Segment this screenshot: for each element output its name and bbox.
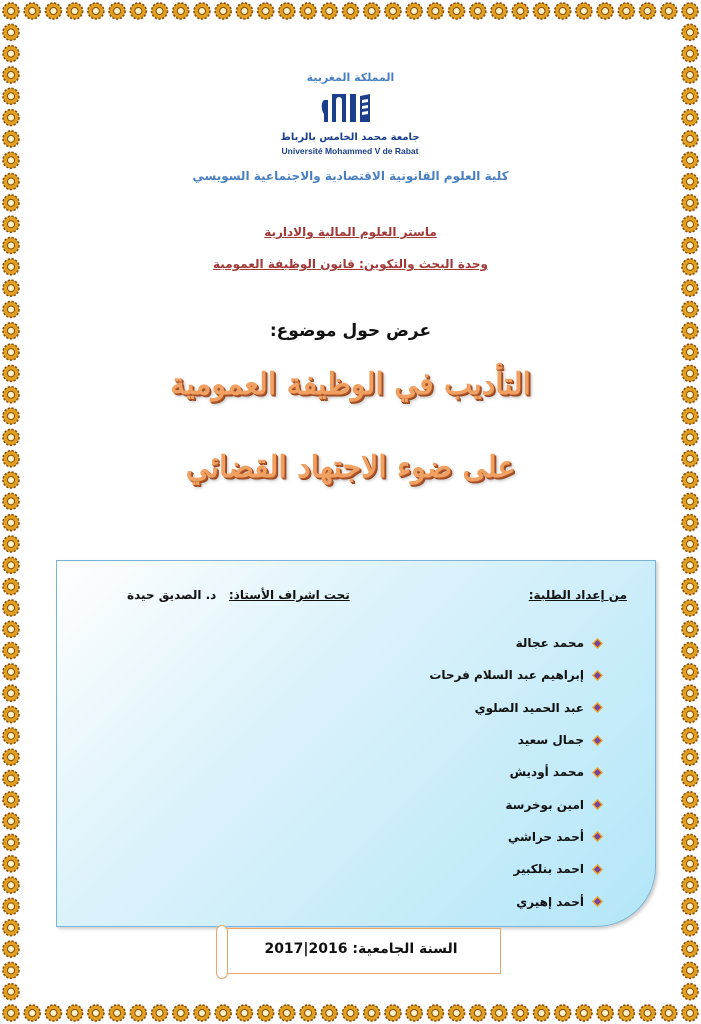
diamond-bullet-icon bbox=[592, 799, 603, 810]
sun-ornament-icon bbox=[3, 344, 19, 360]
sun-ornament-icon bbox=[3, 152, 19, 168]
sun-ornament-icon bbox=[682, 131, 698, 147]
sun-ornament-icon bbox=[3, 557, 19, 573]
university-arabic-name: جامعة محمد الخامس بالرباط bbox=[280, 132, 420, 143]
sun-ornament-icon bbox=[682, 749, 698, 765]
sun-ornament-icon bbox=[385, 3, 401, 19]
student-item bbox=[429, 788, 603, 820]
sun-ornament-icon bbox=[512, 3, 528, 19]
sun-ornament-icon bbox=[343, 1005, 359, 1021]
sun-ornament-icon bbox=[682, 301, 698, 317]
student-item bbox=[429, 821, 603, 853]
diamond-bullet-icon bbox=[592, 735, 603, 746]
sun-ornament-icon bbox=[682, 770, 698, 786]
sun-ornament-icon bbox=[3, 408, 19, 424]
student-name: أحمد حراشي bbox=[507, 829, 584, 844]
title-line-1: التأديب في الوظيفة العمومية bbox=[170, 367, 531, 402]
sun-ornament-icon bbox=[3, 515, 19, 531]
sun-ornament-icon bbox=[385, 1005, 401, 1021]
sun-ornament-icon bbox=[3, 643, 19, 659]
sun-ornament-icon bbox=[3, 834, 19, 850]
sun-ornament-icon bbox=[555, 1005, 571, 1021]
sun-ornament-icon bbox=[3, 792, 19, 808]
academic-year: السنة الجامعية: 2016|2017 bbox=[264, 941, 458, 957]
sun-ornament-icon bbox=[682, 238, 698, 254]
sun-ornament-icon bbox=[215, 1005, 231, 1021]
kingdom-header: المملكة المغربية bbox=[306, 71, 395, 84]
student-item bbox=[429, 724, 603, 756]
sun-ornament-icon bbox=[682, 920, 698, 936]
sun-ornament-icon bbox=[3, 749, 19, 765]
authors-panel bbox=[56, 560, 656, 927]
sun-ornament-icon bbox=[682, 685, 698, 701]
sun-ornament-icon bbox=[576, 1005, 592, 1021]
presentation-label: عرض حول موضوع: bbox=[269, 321, 432, 341]
sun-ornament-icon bbox=[682, 664, 698, 680]
sun-ornament-icon bbox=[427, 1005, 443, 1021]
sun-ornament-icon bbox=[682, 707, 698, 723]
student-item bbox=[429, 885, 603, 917]
sun-ornament-icon bbox=[682, 515, 698, 531]
sun-ornament-icon bbox=[321, 1005, 337, 1021]
sun-ornament-icon bbox=[173, 3, 189, 19]
sun-ornament-icon bbox=[682, 898, 698, 914]
sun-ornament-icon bbox=[682, 88, 698, 104]
university-french-name: Université Mohammed V de Rabat bbox=[281, 146, 419, 156]
sun-ornament-icon bbox=[258, 1005, 274, 1021]
sun-ornament-icon bbox=[343, 3, 359, 19]
sun-ornament-icon bbox=[215, 3, 231, 19]
sun-ornament-icon bbox=[3, 600, 19, 616]
sun-ornament-icon bbox=[3, 579, 19, 595]
sun-ornament-icon bbox=[597, 1005, 613, 1021]
sun-ornament-icon bbox=[236, 1005, 252, 1021]
sun-ornament-icon bbox=[3, 3, 19, 19]
students-heading: من إعداد الطلبة: bbox=[528, 588, 627, 602]
sun-ornament-icon bbox=[45, 3, 61, 19]
sun-ornament-icon bbox=[3, 88, 19, 104]
sun-ornament-icon bbox=[682, 195, 698, 211]
sun-ornament-icon bbox=[3, 46, 19, 62]
sun-ornament-icon bbox=[300, 3, 316, 19]
student-name: عبد الحميد الصلوي bbox=[474, 700, 584, 715]
sun-ornament-icon bbox=[682, 984, 698, 1000]
sun-ornament-icon bbox=[173, 1005, 189, 1021]
sun-ornament-icon bbox=[682, 579, 698, 595]
student-item bbox=[429, 627, 603, 659]
student-name: محمد عجالة bbox=[515, 636, 584, 651]
sun-ornament-icon bbox=[67, 1005, 83, 1021]
diamond-bullet-icon bbox=[592, 702, 603, 713]
sun-ornament-icon bbox=[152, 3, 168, 19]
diamond-bullet-icon bbox=[592, 638, 603, 649]
sun-ornament-icon bbox=[449, 1005, 465, 1021]
student-item bbox=[429, 659, 603, 691]
sun-ornament-icon bbox=[661, 1005, 677, 1021]
sun-ornament-icon bbox=[279, 1005, 295, 1021]
sun-ornament-icon bbox=[682, 962, 698, 978]
university-logo bbox=[280, 92, 420, 162]
sun-ornament-icon bbox=[321, 3, 337, 19]
sun-ornament-icon bbox=[3, 707, 19, 723]
sun-ornament-icon bbox=[512, 1005, 528, 1021]
sun-ornament-icon bbox=[3, 664, 19, 680]
sun-ornament-icon bbox=[682, 24, 698, 40]
sun-ornament-icon bbox=[470, 3, 486, 19]
sun-ornament-icon bbox=[300, 1005, 316, 1021]
sun-ornament-icon bbox=[682, 792, 698, 808]
student-name: إبراهيم عبد السلام فرحات bbox=[429, 668, 584, 683]
sun-ornament-icon bbox=[3, 24, 19, 40]
student-list bbox=[429, 627, 603, 918]
sun-ornament-icon bbox=[682, 280, 698, 296]
sun-ornament-icon bbox=[3, 301, 19, 317]
sun-ornament-icon bbox=[194, 1005, 210, 1021]
diamond-bullet-icon bbox=[592, 670, 603, 681]
sun-ornament-icon bbox=[364, 1005, 380, 1021]
sun-ornament-icon bbox=[130, 3, 146, 19]
sun-ornament-icon bbox=[661, 3, 677, 19]
sun-ornament-icon bbox=[3, 728, 19, 744]
sun-ornament-icon bbox=[682, 621, 698, 637]
sun-ornament-icon bbox=[682, 46, 698, 62]
sun-ornament-icon bbox=[555, 3, 571, 19]
sun-ornament-icon bbox=[88, 3, 104, 19]
research-unit: وحدة البحث والتكوين: قانون الوظيفة العمومية bbox=[213, 257, 488, 271]
student-name: أحمد إهيري bbox=[516, 894, 584, 909]
sun-ornament-icon bbox=[682, 600, 698, 616]
sun-ornament-icon bbox=[491, 1005, 507, 1021]
sun-ornament-icon bbox=[682, 813, 698, 829]
sun-ornament-icon bbox=[682, 941, 698, 957]
sun-ornament-icon bbox=[533, 3, 549, 19]
sun-ornament-icon bbox=[682, 834, 698, 850]
supervisor-name: د. الصديق حيدة bbox=[127, 588, 217, 602]
sun-ornament-icon bbox=[682, 728, 698, 744]
sun-ornament-icon bbox=[130, 1005, 146, 1021]
sun-ornament-icon bbox=[682, 3, 698, 19]
student-item bbox=[429, 756, 603, 788]
sun-ornament-icon bbox=[406, 1005, 422, 1021]
sun-ornament-icon bbox=[682, 877, 698, 893]
sun-ornament-icon bbox=[3, 280, 19, 296]
sun-ornament-icon bbox=[682, 856, 698, 872]
sun-ornament-icon bbox=[618, 1005, 634, 1021]
sun-ornament-icon bbox=[236, 3, 252, 19]
sun-ornament-icon bbox=[3, 621, 19, 637]
sun-ornament-icon bbox=[682, 408, 698, 424]
sun-ornament-icon bbox=[427, 3, 443, 19]
sun-ornament-icon bbox=[45, 1005, 61, 1021]
sun-ornament-icon bbox=[3, 770, 19, 786]
sun-ornament-icon bbox=[88, 1005, 104, 1021]
sun-ornament-icon bbox=[258, 3, 274, 19]
sun-ornament-icon bbox=[576, 3, 592, 19]
title-line-2: على ضوء الاجتهاد القضائي bbox=[185, 450, 516, 485]
faculty-name: كلية العلوم القانونية الاقتصادية والاجتماعية السويسي bbox=[192, 169, 509, 183]
diamond-bullet-icon bbox=[592, 864, 603, 875]
sun-ornament-icon bbox=[3, 685, 19, 701]
sun-ornament-icon bbox=[640, 3, 656, 19]
sun-ornament-icon bbox=[3, 984, 19, 1000]
sun-ornament-icon bbox=[618, 3, 634, 19]
student-name: احمد بنلكبير bbox=[513, 862, 584, 877]
sun-ornament-icon bbox=[279, 3, 295, 19]
student-item bbox=[429, 853, 603, 885]
sun-ornament-icon bbox=[682, 429, 698, 445]
sun-ornament-icon bbox=[533, 1005, 549, 1021]
sun-ornament-icon bbox=[682, 344, 698, 360]
sun-ornament-icon bbox=[364, 3, 380, 19]
supervisor bbox=[127, 588, 350, 602]
sun-ornament-icon bbox=[3, 429, 19, 445]
sun-ornament-icon bbox=[3, 962, 19, 978]
sun-ornament-icon bbox=[491, 3, 507, 19]
sun-ornament-icon bbox=[682, 110, 698, 126]
sun-ornament-icon bbox=[3, 813, 19, 829]
sun-ornament-icon bbox=[24, 3, 40, 19]
sun-ornament-icon bbox=[682, 493, 698, 509]
sun-ornament-icon bbox=[24, 1005, 40, 1021]
sun-ornament-icon bbox=[3, 131, 19, 147]
sun-ornament-icon bbox=[194, 3, 210, 19]
sun-ornament-icon bbox=[152, 1005, 168, 1021]
sun-ornament-icon bbox=[3, 536, 19, 552]
sun-ornament-icon bbox=[449, 3, 465, 19]
sun-ornament-icon bbox=[109, 1005, 125, 1021]
sun-ornament-icon bbox=[640, 1005, 656, 1021]
sun-ornament-icon bbox=[682, 643, 698, 659]
sun-ornament-icon bbox=[3, 898, 19, 914]
student-name: جمال سعيد bbox=[517, 733, 584, 748]
student-name: امين بوخرسة bbox=[505, 797, 584, 812]
sun-ornament-icon bbox=[3, 110, 19, 126]
sun-ornament-icon bbox=[67, 3, 83, 19]
sun-ornament-icon bbox=[470, 1005, 486, 1021]
sun-ornament-icon bbox=[3, 877, 19, 893]
sun-ornament-icon bbox=[3, 238, 19, 254]
sun-ornament-icon bbox=[406, 3, 422, 19]
sun-ornament-icon bbox=[109, 3, 125, 19]
student-item bbox=[429, 692, 603, 724]
sun-ornament-icon bbox=[3, 941, 19, 957]
sun-ornament-icon bbox=[3, 195, 19, 211]
master-program: ماستر العلوم المالية والادارية bbox=[264, 225, 437, 239]
academic-year-scroll bbox=[221, 928, 501, 974]
sun-ornament-icon bbox=[682, 1005, 698, 1021]
sun-ornament-icon bbox=[597, 3, 613, 19]
sun-ornament-icon bbox=[682, 152, 698, 168]
diamond-bullet-icon bbox=[592, 831, 603, 842]
student-name: محمد أوديش bbox=[509, 765, 584, 780]
sun-ornament-icon bbox=[682, 557, 698, 573]
sun-ornament-icon bbox=[3, 920, 19, 936]
supervisor-label: تحت اشراف الأستاذ: bbox=[228, 588, 350, 602]
sun-ornament-icon bbox=[3, 856, 19, 872]
sun-ornament-icon bbox=[3, 1005, 19, 1021]
diamond-bullet-icon bbox=[592, 896, 603, 907]
sun-ornament-icon bbox=[682, 536, 698, 552]
diamond-bullet-icon bbox=[592, 767, 603, 778]
sun-ornament-icon bbox=[3, 493, 19, 509]
